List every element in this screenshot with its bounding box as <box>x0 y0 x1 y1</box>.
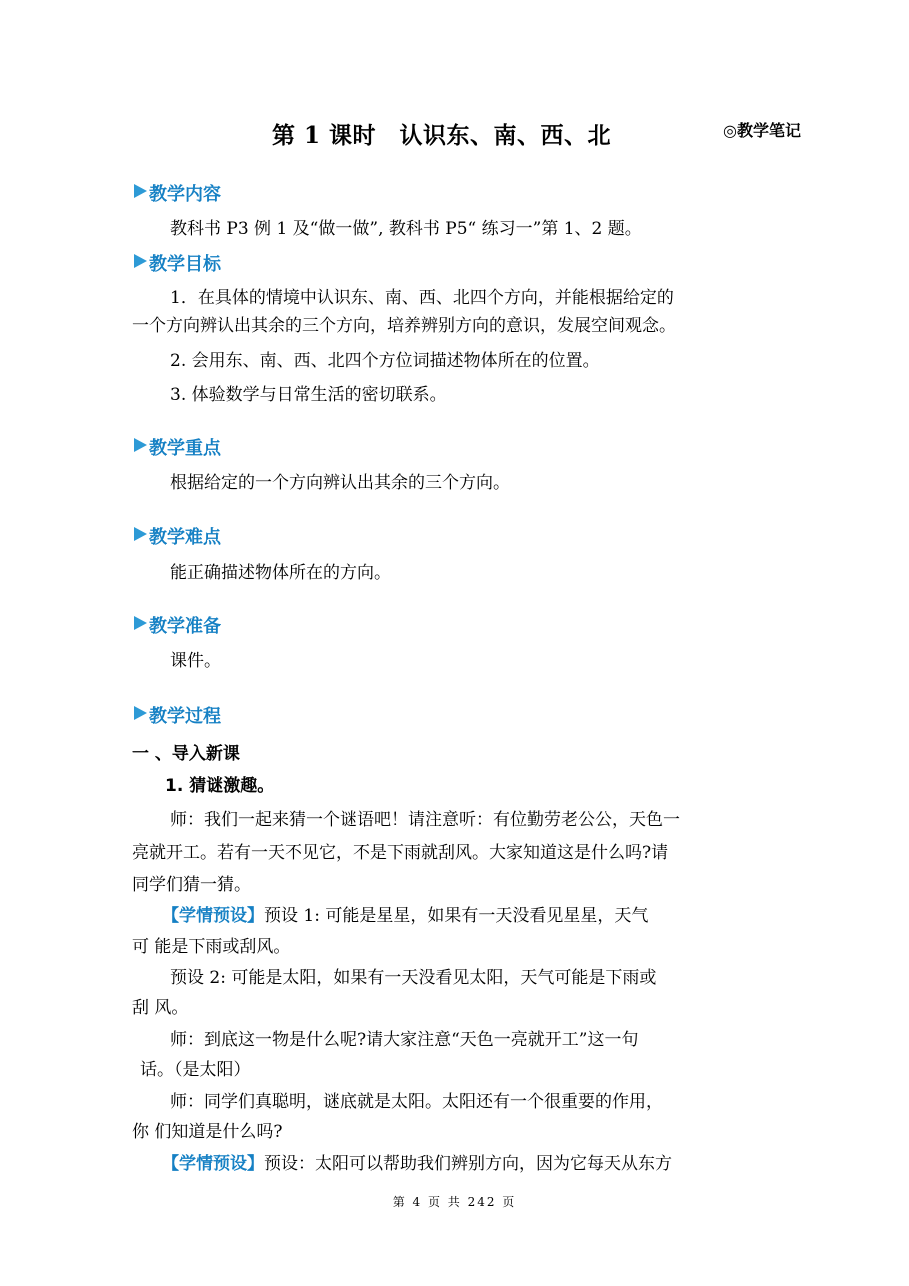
section-heading-process <box>134 702 221 728</box>
paragraph-text: 预设 1: 可能是星星，如果有一天没看见星星，天气 <box>264 906 649 926</box>
triangle-marker-icon <box>134 616 147 630</box>
paragraph-line: 可 能是下雨或刮风。 <box>132 937 291 957</box>
heading-label: 教学难点 <box>149 527 221 548</box>
paragraph-line: 话。（是太阳） <box>140 1060 251 1080</box>
objective-1-line-1: 1．在具体的情境中认识东、南、西、北四个方向，并能根据给定的 <box>170 288 674 308</box>
section-heading-objectives <box>134 250 221 276</box>
paragraph-line: 预设 2: 可能是太阳，如果有一天没看见太阳，天气可能是下雨或 <box>170 968 657 988</box>
paragraph-text: 预设：太阳可以帮助我们辨别方向，因为它每天从东方 <box>264 1154 672 1174</box>
student-prediction-tag: 【学情预设】 <box>162 906 264 926</box>
objective-3: 3. 体验数学与日常生活的密切联系。 <box>170 385 447 405</box>
section-heading-keypoint <box>134 434 221 460</box>
heading-label: 教学目标 <box>149 254 221 275</box>
heading-label: 教学重点 <box>149 438 221 459</box>
objective-1-line-2: 一个方向辨认出其余的三个方向，培养辨别方向的意识，发展空间观念。 <box>132 316 676 336</box>
teaching-notes-label: ◎教学笔记 <box>723 121 801 140</box>
section-heading-difficulty <box>134 523 221 549</box>
paragraph-line: 你 们知道是什么吗? <box>132 1122 283 1142</box>
lesson-title: 第 1 课时 认识东、南、西、北 <box>272 122 612 149</box>
page-footer: 第 4 页 共 242 页 <box>392 1195 517 1209</box>
section-heading-content <box>134 180 221 206</box>
section-heading-preparation <box>134 612 221 638</box>
triangle-marker-icon <box>134 527 147 541</box>
student-prediction-tag: 【学情预设】 <box>162 1154 264 1174</box>
triangle-marker-icon <box>134 438 147 452</box>
paragraph-line: 师：同学们真聪明，谜底就是太阳。太阳还有一个很重要的作用， <box>170 1092 663 1112</box>
paragraph-line: 师：到底这一物是什么呢?请大家注意“天色一亮就开工”这一句 <box>170 1030 639 1050</box>
paragraph-line: 师：我们一起来猜一个谜语吧！请注意听：有位勤劳老公公，天色一 <box>170 810 680 830</box>
preparation-text: 课件。 <box>170 651 221 671</box>
heading-label: 教学内容 <box>149 184 221 205</box>
part-heading-intro: 一 、导入新课 <box>132 744 240 764</box>
step-heading-riddle: 1. 猜谜激趣。 <box>165 776 275 796</box>
paragraph-line <box>162 1151 672 1177</box>
heading-label: 教学准备 <box>149 616 221 637</box>
triangle-marker-icon <box>134 254 147 268</box>
triangle-marker-icon <box>134 706 147 720</box>
objective-2: 2. 会用东、南、西、北四个方位词描述物体所在的位置。 <box>170 351 600 371</box>
keypoint-text: 根据给定的一个方向辨认出其余的三个方向。 <box>170 473 510 493</box>
triangle-marker-icon <box>134 184 147 198</box>
content-text: 教科书 P3 例 1 及“做一做”, 教科书 P5“ 练习一”第 1、2 题。 <box>170 219 642 239</box>
paragraph-line <box>162 903 648 929</box>
difficulty-text: 能正确描述物体所在的方向。 <box>170 563 391 583</box>
paragraph-line: 亮就开工。若有一天不见它，不是下雨就刮风。大家知道这是什么吗?请 <box>132 843 669 863</box>
paragraph-line: 刮 风。 <box>132 998 189 1018</box>
paragraph-line: 同学们猜一猜。 <box>132 875 251 895</box>
heading-label: 教学过程 <box>149 706 221 727</box>
